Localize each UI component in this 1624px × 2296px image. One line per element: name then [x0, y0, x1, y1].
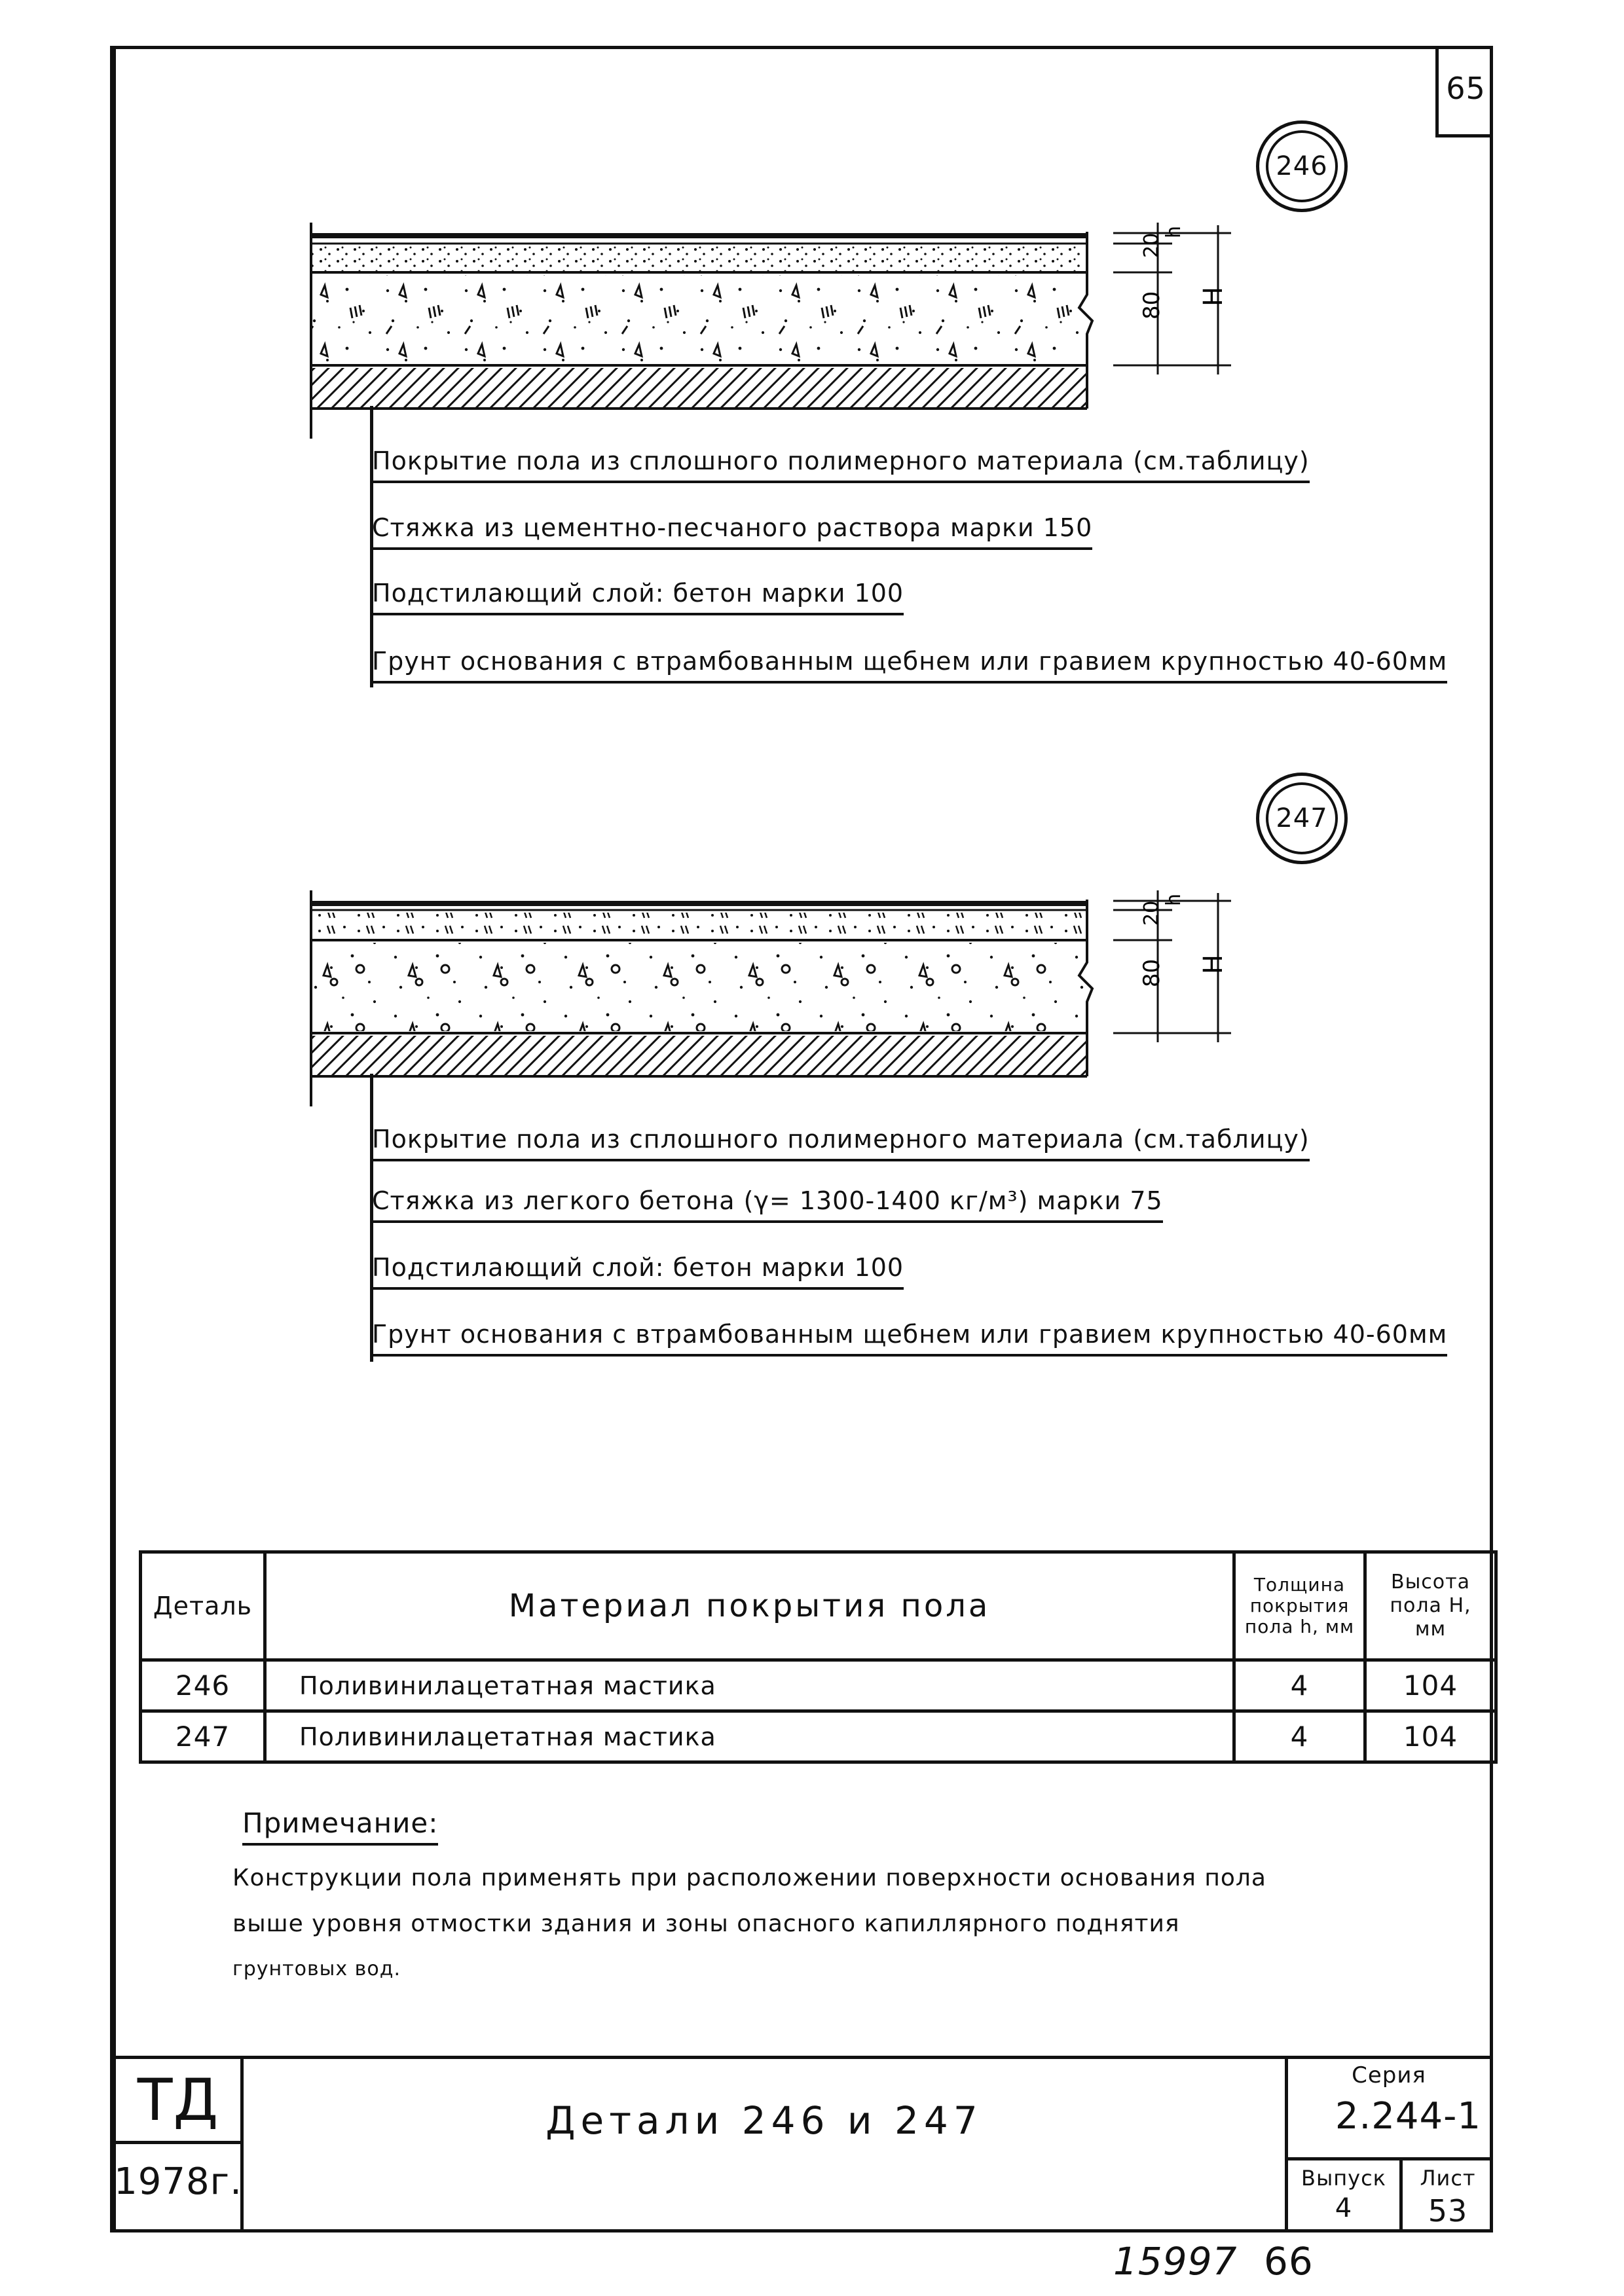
layer-label-ground: Грунт основания с втрамбованным щебнем или гравием крупностью 40-60мм: [372, 1320, 1447, 1357]
year-label: 1978г.: [114, 2160, 242, 2203]
sheet-number: 65: [1435, 46, 1493, 137]
cell-material: Поливинилацетатная мастика: [265, 1660, 1234, 1711]
header-material: Материал покрытия пола: [265, 1552, 1234, 1660]
layer-label-screed: Стяжка из цементно-песчаного раствора марки 150: [372, 513, 1092, 550]
header-detail: Деталь: [141, 1552, 265, 1660]
dim-h: [1162, 226, 1185, 238]
issue-label: Выпуск: [1301, 2166, 1386, 2191]
cell-detail: 247: [141, 1711, 265, 1762]
layer-label-ground: Грунт основания с втрамбованным щебнем или гравием крупностью 40-60мм: [372, 647, 1447, 683]
issue-value: 4: [1335, 2193, 1353, 2223]
binding-margin-line: [110, 46, 113, 2232]
note-line: выше уровня отмостки здания и зоны опасного капиллярного поднятия: [232, 1910, 1180, 1937]
dim-base: 80: [1139, 291, 1165, 319]
header-thickness: Толщина покрытия пола h, мм: [1234, 1552, 1365, 1660]
detail-marker-246: [1256, 120, 1348, 212]
sheet-label: Лист: [1420, 2166, 1476, 2191]
series-value: 2.244-1: [1335, 2095, 1481, 2138]
detail-marker-label: 247: [1266, 782, 1338, 854]
layer-label-screed: Стяжка из легкого бетона (γ= 1300-1400 кг/м³) марки 75: [372, 1186, 1163, 1223]
dim-screed: 20: [1140, 900, 1163, 926]
sheet-value: 53: [1428, 2193, 1468, 2229]
table-row: [141, 1660, 1496, 1711]
layer-label-coating: Покрытие пола из сплошного полимерного материала (см.таблицу): [372, 446, 1310, 483]
material-table: [139, 1550, 1498, 1764]
inventory-number: 15997: [1113, 2239, 1238, 2284]
dim-h: h: [1162, 893, 1185, 906]
note-title: Примечание:: [242, 1807, 438, 1846]
table-header-row: [141, 1552, 1496, 1660]
floor-section-247: [301, 890, 1257, 1113]
table-row: [141, 1711, 1496, 1762]
detail-marker-247: [1256, 773, 1348, 864]
note-line: Конструкции пола применять при расположении поверхности основания пола: [232, 1865, 1266, 1891]
cell-height: 104: [1365, 1660, 1496, 1711]
cell-thickness: 4: [1234, 1711, 1365, 1762]
cell-material: Поливинилацетатная мастика: [265, 1711, 1234, 1762]
drawing-title: Детали 246 и 247: [545, 2098, 983, 2143]
floor-section-246: [301, 223, 1257, 445]
cell-height: 104: [1365, 1711, 1496, 1762]
series-label: Серия: [1352, 2062, 1426, 2088]
dim-total: H: [1198, 286, 1228, 306]
svg-text:h: h: [1162, 225, 1185, 238]
layer-label-base: Подстилающий слой: бетон марки 100: [372, 579, 904, 615]
header-height: Высота пола H, мм: [1365, 1552, 1496, 1660]
detail-marker-label: 246: [1266, 130, 1338, 202]
layer-label-coating: Покрытие пола из сплошного полимерного материала (см.таблицу): [372, 1125, 1310, 1161]
layer-label-base: Подстилающий слой: бетон марки 100: [372, 1253, 904, 1290]
dim-screed: 20: [1140, 232, 1163, 258]
page-number: 66: [1264, 2239, 1314, 2284]
note-line: грунтовых вод.: [232, 1958, 401, 1980]
dim-total: H: [1198, 954, 1228, 974]
cell-detail: 246: [141, 1660, 265, 1711]
org-label: ТД: [137, 2066, 219, 2134]
dim-base: 80: [1139, 958, 1165, 987]
cell-thickness: 4: [1234, 1660, 1365, 1711]
